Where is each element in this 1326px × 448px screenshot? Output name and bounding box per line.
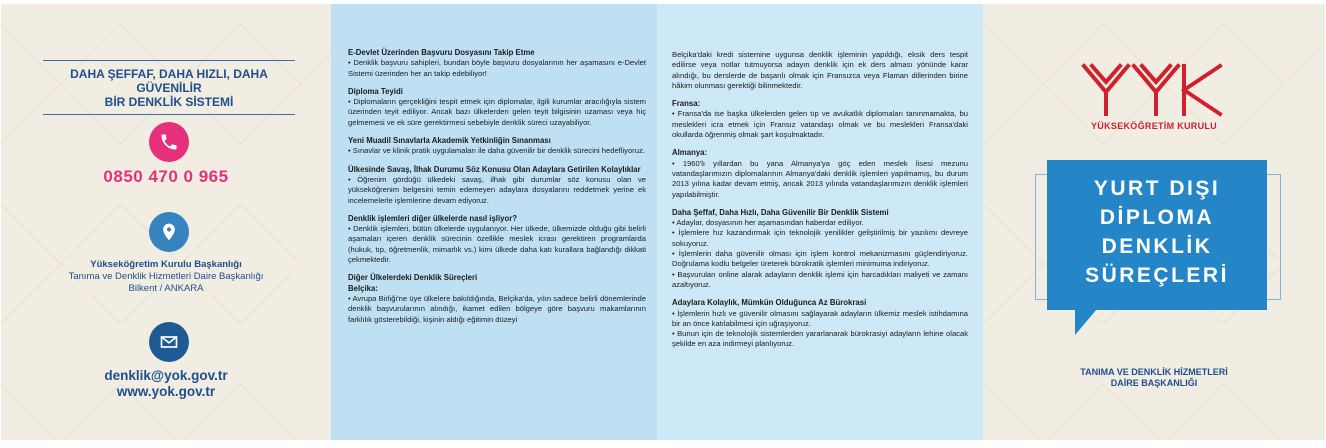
section-heading: Daha Şeffaf, Daha Hızlı, Daha Güvenilir Bir Denklik Sistemi [672, 207, 889, 217]
brochure-sheet [1, 4, 1325, 440]
section-heading: Adaylara Kolaylık, Mümkün Olduğunca Az Bürokrasi [672, 298, 867, 308]
cover-title [1047, 174, 1267, 290]
text-section [672, 148, 968, 199]
section-body: • Denklik işlemleri, bütün ülkelerde uygulanıyor. Her ülkede, ülkemizde olduğu gibi belirli aşamaları içeren denklik sürecinin özellikle meslek icrası gerektiren programlarda (hukuk, tıp, öğretmenlik, mimarlık vs.) kimi ülkede daha katı kurallara bağlandığı dikkati çekmektedir. [348, 224, 646, 265]
section-heading: Denklik işlemleri diğer ülkelerde nasıl işliyor? [348, 213, 518, 223]
contact-panel [1, 4, 331, 440]
text-section [672, 208, 968, 290]
email-link[interactable]: denklik@yok.gov.tr [104, 368, 228, 383]
section-body: • Denklik başvuru sahipleri, bundan böyle başvuru dosyalarının her aşamasını e-Devlet Sistemi üzerinden her an takip edebiliyor! [348, 58, 646, 78]
section-body: • Sınavlar ve klinik pratik uygulamaları ile daha güvenilir bir denklik sürecini hedefliyoruz. [348, 146, 645, 156]
address-line-2: Tanıma ve Denklik Hizmetleri Daire Başkanlığı [68, 271, 264, 282]
section-body: • İşlemlerin hızlı ve güvenilir olmasını sağlayarak adayların ülkemiz meslek istihdamına bir an önce katılabilmesi için uğraşıyoruz. • Bunun için de teknolojik sistemlerden yararlanarak bürokrasiyi adayların lehine olacak şekilde en aza indirmeyi planlıyoruz. [672, 308, 968, 349]
cover-panel [983, 4, 1325, 440]
department-line-2: DAİRE BAŞKANLIĞI [1110, 378, 1198, 388]
info-panel-left [331, 4, 657, 440]
logo-text: YÜKSEKÖĞRETİM KURULU [1090, 121, 1217, 131]
location-pin-icon [149, 212, 189, 252]
section-heading: Diğer Ülkelerdeki Denklik Süreçleri [348, 273, 478, 283]
section-heading: Almanya: [672, 148, 708, 158]
department-name [983, 367, 1325, 389]
text-section [672, 50, 968, 91]
tagline-line-2: BİR DENKLİK SİSTEMİ [104, 95, 234, 109]
text-section [672, 99, 968, 140]
department-line-1: TANIMA VE DENKLİK HİZMETLERİ [1080, 367, 1228, 377]
section-body: • Öğrenim gördüğü ülkedeki savaş, ilhak gibi durumlar söz konusu olan ve yükseköğrenim belgesini temin edemeyen adaylara dosyalarını reddetmek yerine ek incelemelerle işlemlerine devam ediyoruz. [348, 174, 646, 205]
section-heading: E-Devlet Üzerinden Başvuru Dosyasını Takip Etme [348, 48, 535, 57]
yok-logo-icon [1080, 62, 1228, 118]
text-section [348, 48, 646, 79]
title-bubble-tail [1075, 309, 1097, 335]
tagline [43, 60, 295, 115]
phone-number[interactable]: 0850 470 0 965 [103, 167, 229, 186]
section-body: • Diplomaların gerçekliğini tespit etmek için diplomalar, ilgili kurumlar aracılığıyla sistem üzerinden teyit ediliyor. Ancak bazı ülkelerden gelen teyit bilgisinin uzaması veya hiç gelmemesi ve ek süre gerektirmesi sebebiyle denklik süreci uzayabiliyor. [348, 97, 646, 127]
contact-links [1, 368, 331, 400]
website-link[interactable]: www.yok.gov.tr [116, 384, 216, 399]
address-block [1, 259, 331, 295]
text-section [348, 165, 646, 206]
address-line-1: Yükseköğretim Kurulu Başkanlığı [90, 259, 242, 270]
text-section [348, 87, 646, 128]
section-body: • Adaylar, dosyasının her aşamasından haberdar ediliyor. • İşlemlere hız kazandırmak için teknolojik yenilikler geliştirilmiş bir yazılımı devreye sokuyoruz. • İşlemlerin daha güvenilir olması için işlem kontrol mekanizmasını güçlendiriyoruz. Doğrulama kodlu belgeler üreterek bürokratik işlemleri minimuma indiriyoruz. • Başvuruları online alarak adayların denklik işlemi için harcadıkları maliyeti ve zamanı azaltıyoruz. [672, 218, 968, 289]
text-section [672, 298, 968, 349]
section-heading: Diploma Teyidi [348, 86, 403, 96]
info-panel-right [657, 4, 983, 440]
section-heading: Yeni Muadil Sınavlarla Akademik Yetkinliğin Sınanması [348, 136, 551, 146]
section-heading: Fransa: [672, 99, 701, 109]
text-column-right [672, 50, 968, 358]
section-body: • Avrupa Birliği'ne üye ülkelere bakıldığında, Belçika'da, yılın sadece belirli dönemlerinde denklik başvurularının alındığı, ikamet edilen bölgeye göre başvuru makamlarının farklılık gösterebildiği, kişinin aldığı eğitimin düzeyi [348, 293, 646, 324]
section-body: • 1960'lı yıllardan bu yana Almanya'ya göç eden meslek lisesi mezunu vatandaşlarımızın diplomalarının Almanya'daki denklik işlemleri yapılmamış, bu durum 2013 yılına kadar devam etmiş, ancak 2013 yılında vatandaşlarımızın denklik işlemleri yapılabilmiştir. [672, 158, 968, 199]
section-body: Belçika'daki kredi sistemine uygunsa denklik işleminin yapıldığı, eksik ders tespit edilirse veya notlar tutmuyorsa adayın denklik için ek ders alması yönünde karar alındığı, bu derslerde de başarılı olmak için Fransızca veya Flaman dillerinden birine hâkim olunması gerektiği bilinmektedir. [672, 50, 968, 90]
cover-title-line-4: SÜREÇLERİ [1085, 264, 1229, 287]
cover-title-line-3: DENKLİK [1101, 235, 1213, 258]
cover-title-line-2: DİPLOMA [1099, 206, 1215, 229]
cover-title-line-1: YURT DIŞI [1093, 177, 1221, 200]
text-section [348, 273, 646, 324]
tagline-line-1: DAHA ŞEFFAF, DAHA HIZLI, DAHA GÜVENİLİR [70, 67, 268, 95]
section-heading: Ülkesinde Savaş, İlhak Durumu Söz Konusu Olan Adaylara Getirilen Kolaylıklar [348, 164, 641, 174]
text-section [348, 136, 646, 157]
text-column-left [348, 48, 646, 333]
text-section [348, 214, 646, 265]
section-body: • Fransa'da ise başka ülkelerden gelen tıp ve avukatlık diplomaları tanınmamakta, bu meslekleri icra etmek için Fransız vatandaşı olmak ve bu meslekleri Fransa'daki okullarda öğrenmiş olmak şart koşulmaktadır. [672, 109, 968, 140]
section-subheading: Belçika: [348, 283, 378, 293]
envelope-icon [149, 322, 189, 362]
address-line-3: Bilkent / ANKARA [128, 283, 204, 294]
phone-icon [149, 122, 189, 162]
